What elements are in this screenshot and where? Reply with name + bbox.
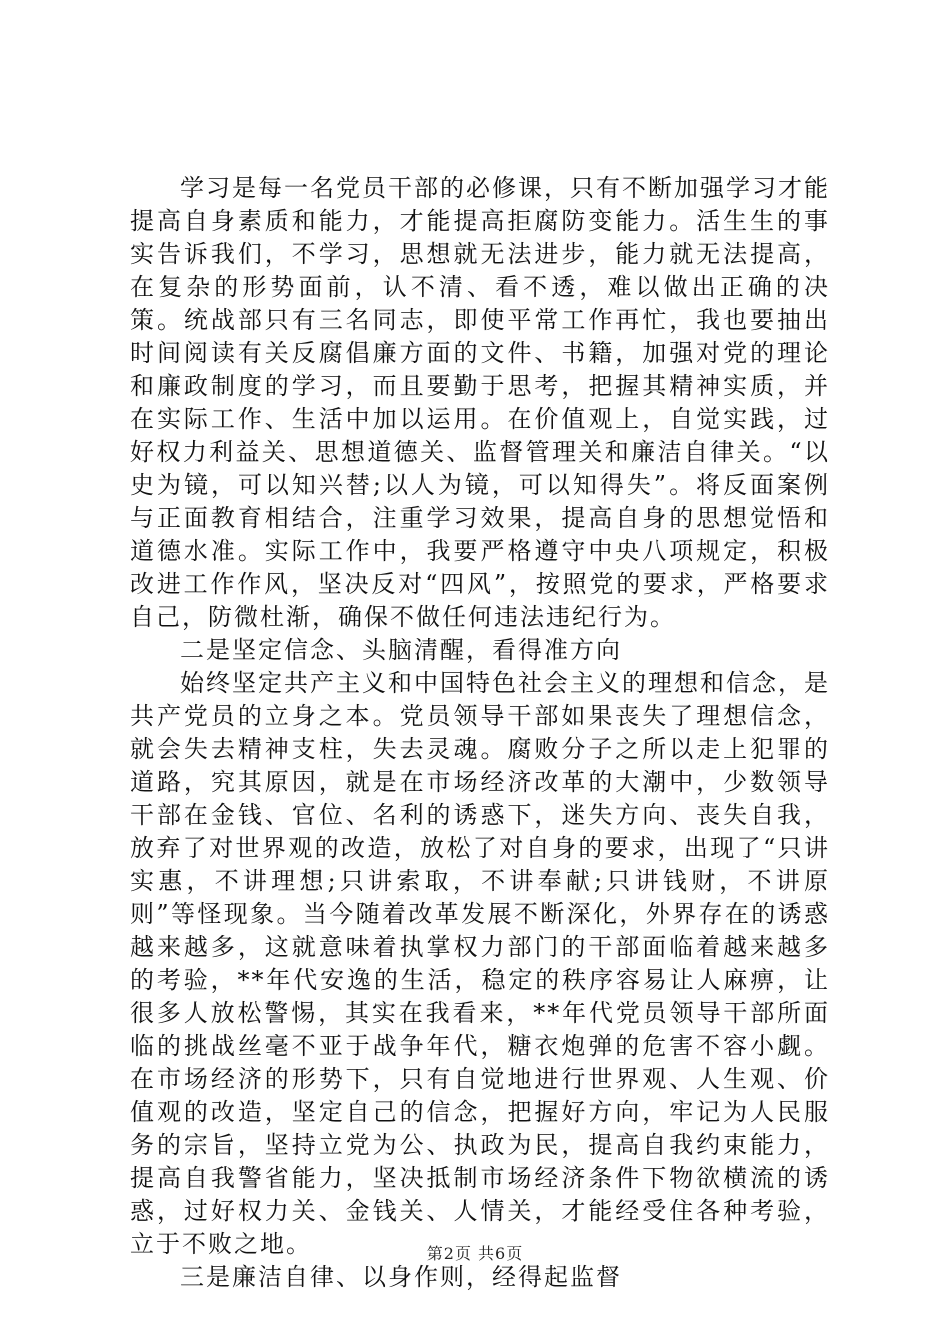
page-number-footer: 第2页 共6页 — [426, 1244, 524, 1263]
paragraph-study: 学习是每一名党员干部的必修课，只有不断加强学习才能提高自身素质和能力，才能提高拒腐防变能力。活生生的事实告诉我们，不学习，思想就无法进步，能力就无法提高，在复杂的形势面前，认不清、看不透，难以做出正确的决策。统战部只有三名同志，即使平常工作再忙，我也要抽出时间阅读有关反腐倡廉方面的文件、书籍，加强对党的理论和廉政制度的学习，而且要勤于思考，把握其精神实质，并在实际工作、生活中加以运用。在价值观上，自觉实践，过好权力利益关、思想道德关、监督管理关和廉洁自律关。“以史为镜，可以知兴替;以人为镜，可以知得失”。将反面案例与正面教育相结合，注重学习效果，提高自身的思想觉悟和道德水准。实际工作中，我要严格遵守中央八项规定，积极改进工作作风，坚决反对“四风”，按照党的要求，严格要求自己，防微杜渐，确保不做任何违法违纪行为。 — [130, 174, 830, 631]
document-body — [130, 172, 830, 1294]
section-heading-3: 三是廉洁自律、以身作则，经得起监督 — [180, 1263, 622, 1291]
paragraph-belief: 始终坚定共产主义和中国特色社会主义的理想和信念，是共产党员的立身之本。党员领导干部如果丧失了理想信念，就会失去精神支柱，失去灵魂。腐败分子之所以走上犯罪的道路，究其原因，就是在市场经济改革的大潮中，少数领导干部在金钱、官位、名利的诱惑下，迷失方向、丧失自我，放弃了对世界观的改造，放松了对自身的要求，出现了“只讲实惠，不讲理想;只讲索取，不讲奉献;只讲钱财，不讲原则”等怪现象。当今随着改革发展不断深化，外界存在的诱惑越来越多，这就意味着执掌权力部门的干部面临着越来越多的考验，**年代安逸的生活，稳定的秩序容易让人麻痹，让很多人放松警惕，其实在我看来，**年代党员领导干部所面临的挑战丝毫不亚于战争年代，糖衣炮弹的危害不容小觑。在市场经济的形势下，只有自觉地进行世界观、人生观、价值观的改造，坚定自己的信念，把握好方向，牢记为人民服务的宗旨，坚持立党为公、执政为民，提高自我约束能力，提高自我警省能力，坚决抵制市场经济条件下物欲横流的诱惑，过好权力关、金钱关、人情关，才能经受住各种考验，立于不败之地。 — [130, 669, 830, 1258]
section-heading-2: 二是坚定信念、头脑清醒，看得准方向 — [180, 636, 622, 664]
